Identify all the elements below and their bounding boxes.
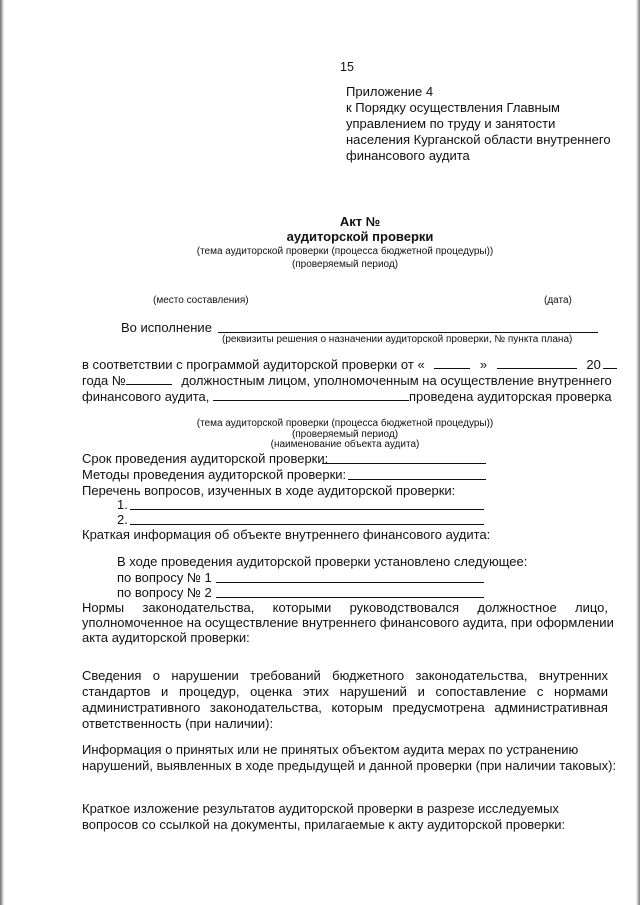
violations-word: административная (494, 700, 608, 715)
day-blank (434, 357, 470, 369)
execution-caption: (реквизиты решения о назначении аудиторской проверки, № пункта плана) (222, 334, 573, 345)
issue-2-blank (216, 597, 484, 598)
issue-1-label: по вопросу № 1 (117, 570, 212, 585)
act-title: Акт № (339, 214, 381, 229)
accordance-line-1 (82, 357, 617, 373)
question-2-blank (130, 524, 484, 525)
accordance-line-3 (82, 389, 612, 405)
number-blank (126, 373, 172, 385)
norms-word: Нормы (82, 600, 125, 615)
accordance-year: 20 (586, 357, 601, 372)
accordance-audit: финансового аудита, (82, 389, 210, 404)
scan-edge-left (0, 0, 4, 905)
appendix-line-4: населения Курганской области внутреннего (346, 132, 611, 147)
violations-line-3 (82, 700, 608, 716)
caption-topic: (тема аудиторской проверки (процесса бюджетной процедуры)) (196, 418, 494, 429)
month-blank (497, 357, 577, 369)
question-1-blank (130, 509, 484, 510)
violations-word: этих (302, 684, 329, 699)
audit-methods-label: Методы проведения аудиторской проверки: (82, 467, 347, 482)
violations-word: внутренних (538, 668, 608, 683)
norms-word: которыми (272, 600, 332, 615)
summary-line-1: Краткое изложение результатов аудиторской проверки в разрезе исследуемых (82, 801, 559, 816)
measures-line-2: нарушений, выявленных в ходе предыдущей и данной проверки (при наличии таковых): (82, 758, 617, 773)
accordance-line-2 (82, 373, 612, 389)
question-2-number: 2. (117, 512, 128, 527)
questions-label: Перечень вопросов, изученных в ходе аудиторской проверки: (82, 483, 456, 498)
violations-word: нормами (553, 684, 608, 699)
violations-word: стандартов (82, 684, 151, 699)
accordance-official: должностным лицом, уполномоченным на осуществление внутреннего (181, 373, 612, 388)
norms-line-1 (82, 600, 608, 616)
accordance-quote: » (479, 357, 488, 372)
violations-word: нарушении (171, 668, 239, 683)
violations-line-4: ответственность (при наличии): (82, 716, 274, 731)
appendix-line-3: управлением по труду и занятости (346, 116, 556, 131)
appendix-line-1: Приложение 4 (346, 84, 434, 99)
place-caption: (место составления) (153, 295, 249, 306)
appendix-line-5: финансового аудита (346, 148, 470, 163)
audit-term-label: Срок проведения аудиторской проверки: (82, 451, 329, 466)
audit-term-blank (322, 463, 486, 464)
summary-line-2: вопросов со ссылкой на документы, прилагаемые к акту аудиторской проверки: (82, 817, 566, 832)
act-subtitle: аудиторской проверки (286, 229, 434, 244)
audit-methods-blank (348, 479, 486, 480)
execution-label: Во исполнение (121, 320, 212, 335)
violations-word: нарушений (339, 684, 407, 699)
violations-word: с (536, 684, 544, 699)
date-caption: (дата) (544, 295, 572, 306)
norms-word: руководствовался (349, 600, 460, 615)
execution-blank (218, 332, 598, 333)
violations-line-2 (82, 684, 608, 700)
violations-word: бюджетного (332, 668, 405, 683)
violations-word: Сведения (82, 668, 142, 683)
violations-word: законодательства, (209, 700, 322, 715)
violations-word: и (161, 684, 169, 699)
violations-line-1 (82, 668, 608, 684)
issue-2-label: по вопросу № 2 (117, 585, 212, 600)
violations-word: процедур, (178, 684, 240, 699)
violations-word: о (152, 668, 160, 683)
issue-1-blank (216, 582, 484, 583)
norms-line-3: акта аудиторской проверки: (82, 630, 250, 645)
question-1-number: 1. (117, 497, 128, 512)
accordance-text-1: в соответствии с программой аудиторской проверки от « (82, 357, 425, 372)
violations-word: оценка (250, 684, 293, 699)
appendix-line-2: к Порядку осуществления Главным (346, 100, 560, 115)
violations-word: сопоставление (435, 684, 527, 699)
violations-word: требований (250, 668, 321, 683)
violations-word: административного (82, 700, 201, 715)
object-info-label: Краткая информация об объекте внутреннего финансового аудита: (82, 527, 491, 542)
norms-word: должностное (477, 600, 557, 615)
measures-line-1: Информация о принятых или не принятых объектом аудита мерах по устранению (82, 742, 579, 757)
year-blank (603, 357, 617, 369)
caption-object: (наименование объекта аудита) (270, 439, 420, 450)
violations-word: которым (331, 700, 383, 715)
norms-line-2: уполномоченное на осуществление внутреннего финансового аудита, при оформлении (82, 615, 614, 630)
title-caption-period: (проверяемый период) (291, 259, 399, 270)
page-number: 15 (340, 60, 354, 74)
established-intro: В ходе проведения аудиторской проверки установлено следующее: (117, 554, 528, 569)
caption-period: (проверяемый период) (291, 429, 399, 440)
title-caption-topic: (тема аудиторской проверки (процесса бюджетной процедуры)) (196, 246, 494, 257)
norms-word: лицо, (574, 600, 608, 615)
norms-word: законодательства, (142, 600, 255, 615)
accordance-conducted: проведена аудиторская проверка (408, 389, 612, 404)
scan-edge-right (636, 0, 640, 905)
violations-word: предусмотрена (392, 700, 485, 715)
violations-word: законодательства, (415, 668, 528, 683)
violations-word: и (417, 684, 425, 699)
accordance-year-label: года № (82, 373, 126, 388)
official-name-blank (213, 389, 409, 401)
